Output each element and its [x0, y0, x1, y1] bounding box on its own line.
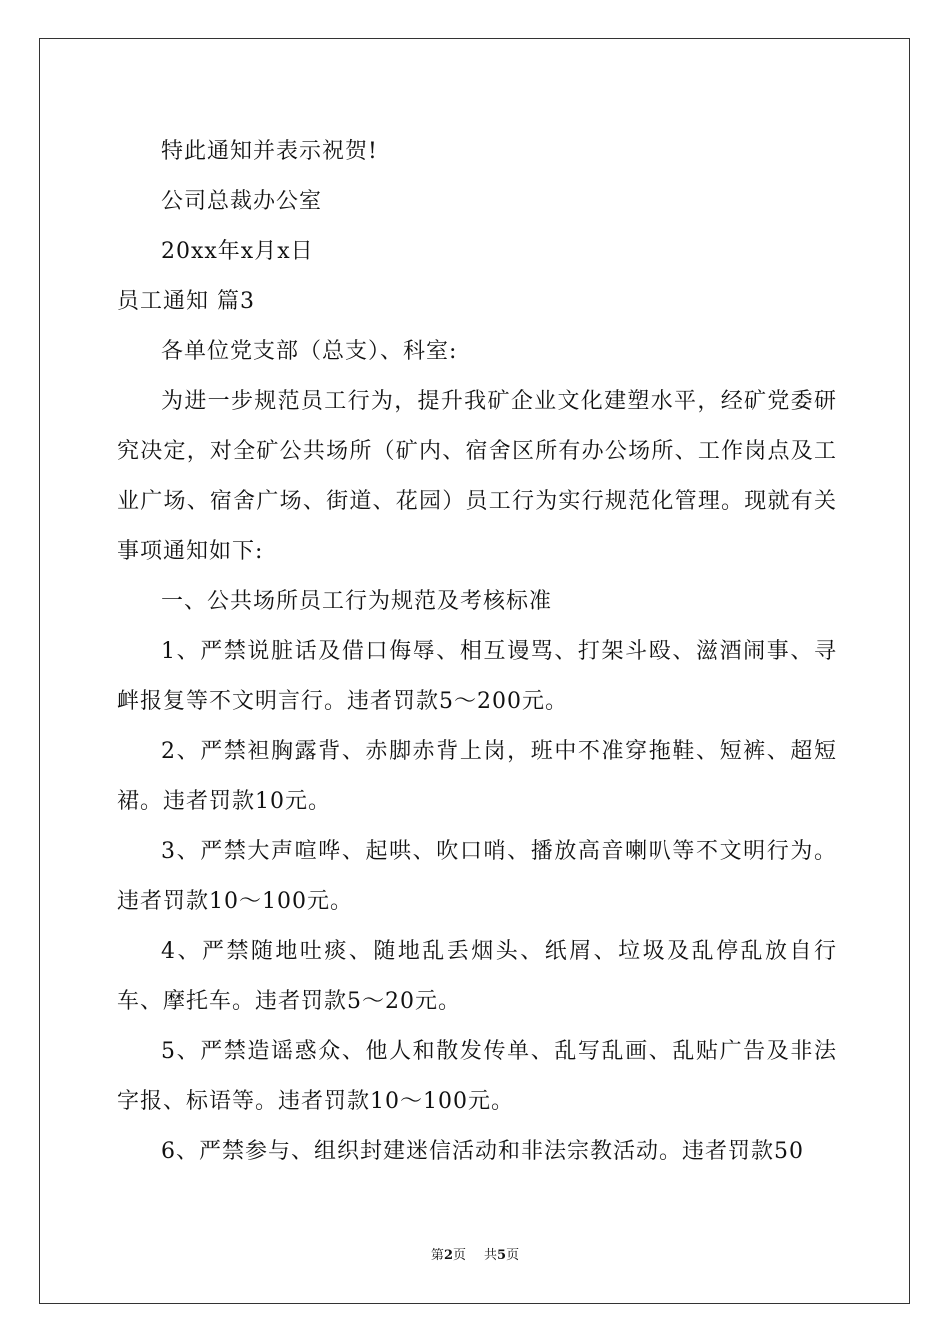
section-heading: 一、公共场所员工行为规范及考核标准 [161, 589, 553, 614]
rule-item-2: 2、严禁袒胸露背、赤脚赤背上岗，班中不准穿拖鞋、短裤、超短裙。违者罚款10元。 [117, 739, 837, 814]
rule-item-6: 6、严禁参与、组织封建迷信活动和非法宗教活动。违者罚款50 [161, 1139, 804, 1164]
current-page-number: 2 [443, 1248, 453, 1263]
document-body [117, 127, 837, 1177]
total-pages-number: 5 [497, 1248, 507, 1263]
intro-paragraph: 为进一步规范员工行为，提升我矿企业文化建塑水平，经矿党委研究决定，对全矿公共场所（矿内、宿舍区所有办公场所、工作岗点及工业广场、宿舍广场、街道、花园）员工行为实行规范化管理。现就有关事项通知如下: [117, 389, 837, 564]
section-title: 员工通知 篇3 [117, 289, 255, 314]
page-label-suffix: 页 [452, 1248, 466, 1263]
signature-date: 20xx年x月x日 [161, 239, 314, 264]
signature-office: 公司总裁办公室 [161, 189, 323, 214]
total-label-prefix: 共 [484, 1248, 498, 1263]
rule-item-3: 3、严禁大声喧哗、起哄、吹口哨、播放高音喇叭等不文明行为。违者罚款10～100元。 [117, 839, 837, 914]
total-label-suffix: 页 [506, 1248, 520, 1263]
salutation: 各单位党支部（总支）、科室: [161, 339, 458, 364]
page-footer [0, 1244, 950, 1263]
rule-item-5: 5、严禁造谣惑众、他人和散发传单、乱写乱画、乱贴广告及非法字报、标语等。违者罚款10～100元。 [117, 1039, 837, 1114]
page-label-prefix: 第 [430, 1248, 444, 1263]
rule-item-4: 4、严禁随地吐痰、随地乱丢烟头、纸屑、垃圾及乱停乱放自行车、摩托车。违者罚款5～20元。 [117, 939, 837, 1014]
closing-line: 特此通知并表示祝贺! [161, 139, 378, 164]
rule-item-1: 1、严禁说脏话及借口侮辱、相互谩骂、打架斗殴、滋酒闹事、寻衅报复等不文明言行。违者罚款5～200元。 [117, 639, 837, 714]
